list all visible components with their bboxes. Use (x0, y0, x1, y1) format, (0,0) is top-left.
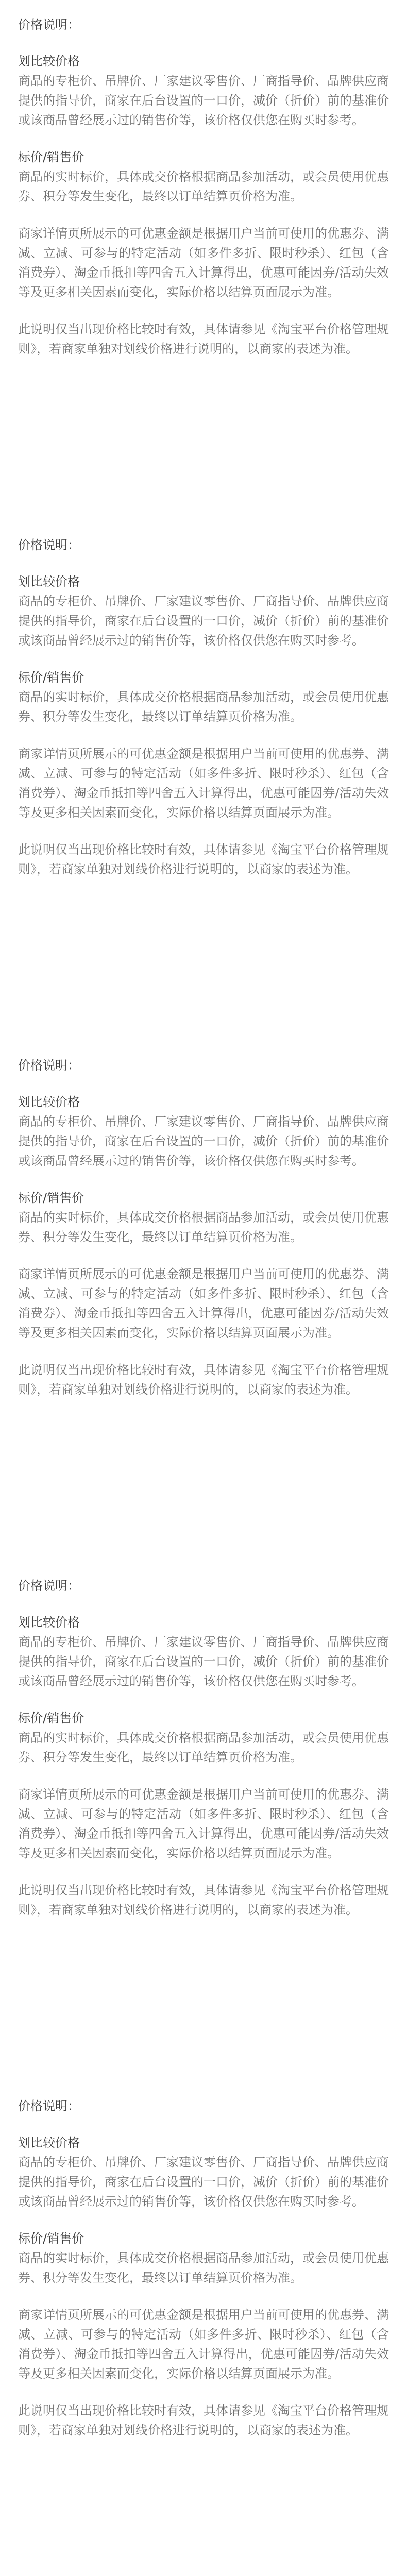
section-heading: 价格说明： (18, 2099, 80, 2113)
block-paragraph: 商家详情页所展示的可优惠金额是根据用户当前可使用的优惠券、满减、立减、可参与的特定活动（如多件多折、限时秒杀）、红包（含消费券）、淘金币抵扣等四舍五入计算得出，优惠可能因券/活动失效等及更多相关因素而变化，实际价格以结算页面展示为准。 (18, 226, 389, 299)
block-paragraph: 此说明仅当出现价格比较时有效，具体请参见《淘宝平台价格管理规则》，若商家单独对划线价格进行说明的，以商家的表述为准。 (18, 1363, 389, 1397)
block-paragraph: 此说明仅当出现价格比较时有效，具体请参见《淘宝平台价格管理规则》，若商家单独对划线价格进行说明的，以商家的表述为准。 (18, 1883, 389, 1917)
section-heading: 价格说明： (18, 538, 80, 552)
block-title: 标价/销售价 (18, 150, 84, 164)
block-paragraph: 商家详情页所展示的可优惠金额是根据用户当前可使用的优惠券、满减、立减、可参与的特定活动（如多件多折、限时秒杀）、红包（含消费券）、淘金币抵扣等四舍五入计算得出，优惠可能因券/活动失效等及更多相关因素而变化，实际价格以结算页面展示为准。 (18, 1787, 389, 1860)
price-notice-section (18, 15, 389, 536)
block-title: 划比较价格 (18, 2136, 80, 2150)
block-title: 划比较价格 (18, 54, 80, 69)
block-title: 标价/销售价 (18, 2231, 84, 2246)
block-title: 划比较价格 (18, 574, 80, 589)
block-title: 标价/销售价 (18, 670, 84, 685)
section-heading: 价格说明： (18, 1579, 80, 1593)
block-paragraph: 商家详情页所展示的可优惠金额是根据用户当前可使用的优惠券、满减、立减、可参与的特定活动（如多件多折、限时秒杀）、红包（含消费券）、淘金币抵扣等四舍五入计算得出，优惠可能因券/活动失效等及更多相关因素而变化，实际价格以结算页面展示为准。 (18, 2308, 389, 2381)
price-notice-section (18, 1056, 389, 1577)
price-notice-section (18, 536, 389, 1056)
block-paragraph: 商品的专柜价、吊牌价、厂家建议零售价、厂商指导价、品牌供应商提供的指导价，商家在后台设置的一口价，减价（折价）前的基准价或该商品曾经展示过的销售价等，该价格仅供您在购买时参考。 (18, 74, 389, 127)
section-heading: 价格说明： (18, 18, 80, 32)
price-notice-section (18, 1577, 389, 2097)
block-paragraph: 商品的实时标价，具体成交价格根据商品参加活动，或会员使用优惠券、积分等发生变化，最终以订单结算页价格为准。 (18, 1731, 389, 1765)
block-title: 标价/销售价 (18, 1711, 84, 1725)
block-paragraph: 商品的实时标价，具体成交价格根据商品参加活动，或会员使用优惠券、积分等发生变化，最终以订单结算页价格为准。 (18, 170, 389, 204)
block-paragraph: 商品的专柜价、吊牌价、厂家建议零售价、厂商指导价、品牌供应商提供的指导价，商家在后台设置的一口价，减价（折价）前的基准价或该商品曾经展示过的销售价等，该价格仅供您在购买时参考。 (18, 2155, 389, 2209)
section-heading: 价格说明： (18, 1058, 80, 1073)
block-paragraph: 商家详情页所展示的可优惠金额是根据用户当前可使用的优惠券、满减、立减、可参与的特定活动（如多件多折、限时秒杀）、红包（含消费券）、淘金币抵扣等四舍五入计算得出，优惠可能因券/活动失效等及更多相关因素而变化，实际价格以结算页面展示为准。 (18, 1267, 389, 1340)
block-paragraph: 商品的实时标价，具体成交价格根据商品参加活动，或会员使用优惠券、积分等发生变化，最终以订单结算页价格为准。 (18, 2251, 389, 2285)
block-title: 划比较价格 (18, 1095, 80, 1109)
block-paragraph: 此说明仅当出现价格比较时有效，具体请参见《淘宝平台价格管理规则》，若商家单独对划线价格进行说明的，以商家的表述为准。 (18, 322, 389, 356)
price-notice-section (18, 2097, 389, 2576)
block-title: 标价/销售价 (18, 1191, 84, 1205)
block-paragraph: 商品的专柜价、吊牌价、厂家建议零售价、厂商指导价、品牌供应商提供的指导价，商家在后台设置的一口价，减价（折价）前的基准价或该商品曾经展示过的销售价等，该价格仅供您在购买时参考。 (18, 1635, 389, 1688)
block-paragraph: 此说明仅当出现价格比较时有效，具体请参见《淘宝平台价格管理规则》，若商家单独对划线价格进行说明的，以商家的表述为准。 (18, 2403, 389, 2437)
block-paragraph: 此说明仅当出现价格比较时有效，具体请参见《淘宝平台价格管理规则》，若商家单独对划线价格进行说明的，以商家的表述为准。 (18, 842, 389, 876)
block-paragraph: 商品的专柜价、吊牌价、厂家建议零售价、厂商指导价、品牌供应商提供的指导价，商家在后台设置的一口价，减价（折价）前的基准价或该商品曾经展示过的销售价等，该价格仅供您在购买时参考。 (18, 594, 389, 648)
block-title: 划比较价格 (18, 1615, 80, 1630)
block-paragraph: 商品的实时标价，具体成交价格根据商品参加活动，或会员使用优惠券、积分等发生变化，最终以订单结算页价格为准。 (18, 1210, 389, 1244)
block-paragraph: 商品的专柜价、吊牌价、厂家建议零售价、厂商指导价、品牌供应商提供的指导价，商家在后台设置的一口价，减价（折价）前的基准价或该商品曾经展示过的销售价等，该价格仅供您在购买时参考。 (18, 1114, 389, 1168)
block-paragraph: 商家详情页所展示的可优惠金额是根据用户当前可使用的优惠券、满减、立减、可参与的特定活动（如多件多折、限时秒杀）、红包（含消费券）、淘金币抵扣等四舍五入计算得出，优惠可能因券/活动失效等及更多相关因素而变化，实际价格以结算页面展示为准。 (18, 747, 389, 820)
block-paragraph: 商品的实时标价，具体成交价格根据商品参加活动，或会员使用优惠券、积分等发生变化，最终以订单结算页价格为准。 (18, 690, 389, 724)
